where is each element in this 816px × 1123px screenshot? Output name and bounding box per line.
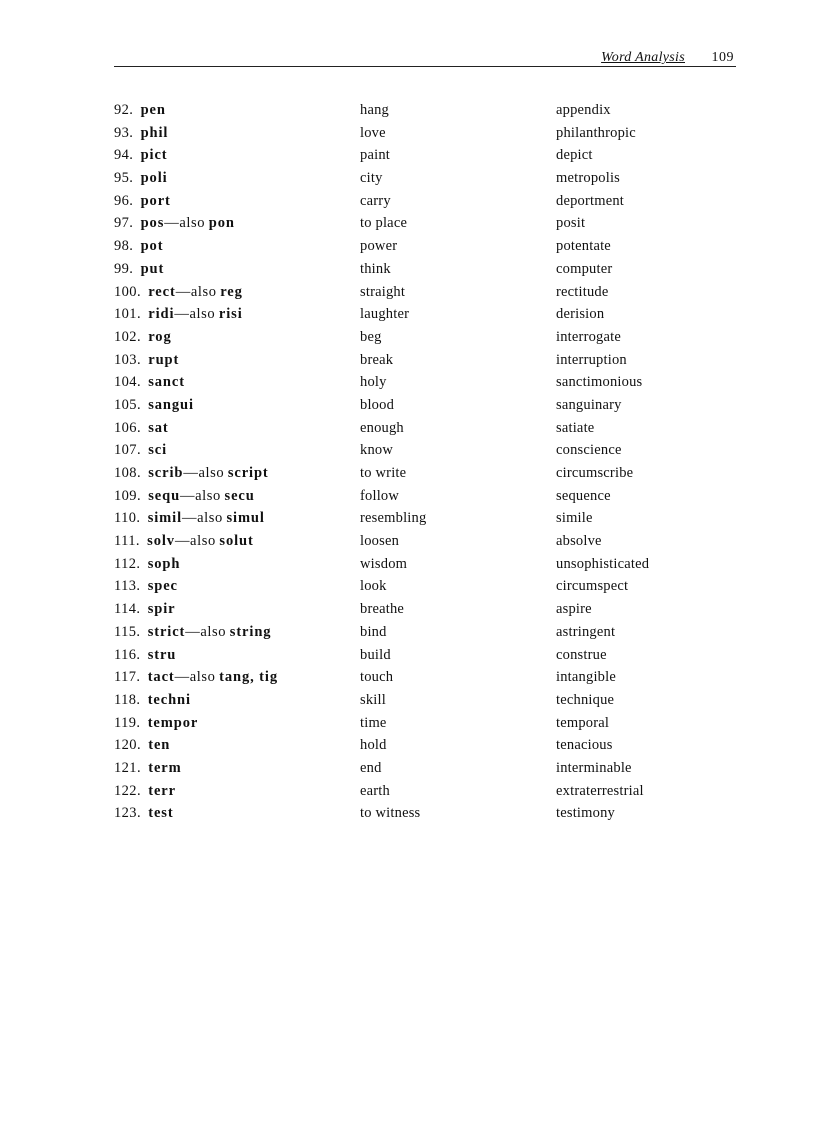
- list-item: [114, 439, 694, 462]
- root-meaning: think: [360, 260, 391, 277]
- root-cell: [114, 666, 278, 689]
- list-item: [114, 530, 694, 553]
- entry-number: 112.: [114, 555, 141, 572]
- word-root: scrib: [148, 465, 184, 481]
- entry-number: 92.: [114, 102, 134, 118]
- example-word: tenacious: [556, 737, 613, 754]
- entry-number: 115.: [114, 623, 141, 640]
- entry-number: 113.: [114, 578, 141, 595]
- word-root: sangui: [148, 396, 194, 413]
- entry-number: 116.: [114, 646, 141, 663]
- list-item: [114, 621, 694, 644]
- root-cell: [114, 575, 178, 598]
- list-item: [114, 802, 694, 825]
- root-cell: [114, 439, 167, 462]
- word-root: simil: [147, 510, 182, 527]
- entry-number: 108.: [114, 465, 141, 481]
- root-meaning: to write: [360, 465, 407, 481]
- entry-number: 111.: [114, 533, 140, 550]
- list-item: [114, 757, 694, 780]
- list-item: [114, 485, 694, 508]
- list-item: [114, 553, 694, 576]
- alternate-root: simul: [226, 510, 265, 527]
- root-meaning: straight: [360, 283, 406, 300]
- word-root: stru: [147, 646, 177, 663]
- list-item: [114, 167, 694, 190]
- word-root: rect: [148, 283, 176, 300]
- list-item: [114, 598, 694, 621]
- entry-number: 104.: [114, 374, 141, 391]
- example-word: conscience: [556, 442, 622, 459]
- word-root: pict: [140, 147, 168, 164]
- list-item: [114, 144, 694, 167]
- word-root: solv: [147, 533, 175, 550]
- example-word: extraterrestrial: [556, 782, 644, 799]
- alternate-root: tang, tig: [219, 669, 278, 686]
- alternate-root: solut: [219, 533, 254, 550]
- example-word: simile: [556, 510, 593, 527]
- list-item: [114, 780, 694, 803]
- root-meaning: know: [360, 442, 394, 459]
- root-cell: [114, 122, 168, 145]
- root-cell: [114, 212, 235, 235]
- list-item: [114, 258, 694, 281]
- root-meaning: beg: [360, 328, 382, 345]
- root-meaning: holy: [360, 374, 387, 391]
- entry-number: 95.: [114, 170, 134, 187]
- entry-number: 100.: [114, 283, 141, 300]
- root-meaning: follow: [360, 487, 400, 504]
- list-item: [114, 734, 694, 757]
- example-word: appendix: [556, 102, 611, 118]
- word-root: test: [148, 805, 174, 822]
- root-cell: [114, 99, 166, 122]
- example-word: construe: [556, 646, 607, 663]
- example-word: technique: [556, 691, 615, 708]
- root-meaning: skill: [360, 691, 386, 708]
- root-meaning: love: [360, 124, 386, 141]
- word-root: spec: [147, 578, 178, 595]
- list-item: [114, 326, 694, 349]
- example-word: sequence: [556, 487, 611, 504]
- word-root: tact: [147, 669, 175, 686]
- root-meaning: hold: [360, 737, 387, 754]
- word-root: strict: [147, 623, 186, 640]
- also-label: —also: [174, 306, 216, 323]
- list-item: [114, 99, 694, 122]
- list-item: [114, 122, 694, 145]
- word-root: phil: [140, 124, 169, 141]
- root-cell: [114, 281, 243, 304]
- entry-number: 97.: [114, 215, 134, 232]
- root-meaning: laughter: [360, 306, 410, 323]
- list-item: [114, 689, 694, 712]
- alternate-root: reg: [220, 283, 243, 300]
- alternate-root: secu: [224, 487, 255, 504]
- entry-number: 98.: [114, 238, 134, 255]
- entry-number: 93.: [114, 124, 134, 141]
- word-root: soph: [147, 555, 181, 572]
- root-cell: [114, 757, 182, 780]
- example-word: philanthropic: [556, 124, 636, 141]
- root-meaning: loosen: [360, 533, 400, 550]
- word-root: tempor: [147, 714, 199, 731]
- also-label: —also: [175, 283, 217, 300]
- example-word: interruption: [556, 351, 627, 368]
- root-cell: [114, 371, 185, 394]
- root-meaning: blood: [360, 396, 395, 413]
- also-label: —also: [180, 487, 221, 504]
- root-cell: [114, 144, 168, 167]
- entry-number: 123.: [114, 805, 141, 822]
- running-head-title: Word Analysis: [601, 50, 685, 65]
- example-word: testimony: [556, 805, 615, 822]
- word-root: sequ: [148, 487, 181, 504]
- root-cell: [114, 190, 171, 213]
- word-root: pos: [140, 215, 165, 232]
- list-item: [114, 462, 694, 485]
- also-label: —also: [183, 465, 225, 481]
- root-meaning: earth: [360, 782, 390, 799]
- root-cell: [114, 462, 269, 485]
- word-root: rupt: [148, 351, 180, 368]
- word-root: techni: [147, 691, 191, 708]
- word-root: sat: [148, 419, 169, 436]
- list-item: [114, 644, 694, 667]
- example-word: deportment: [556, 192, 625, 209]
- word-root: port: [140, 192, 171, 209]
- example-word: metropolis: [556, 170, 621, 187]
- root-meaning: paint: [360, 147, 390, 164]
- root-cell: [114, 303, 243, 326]
- example-word: interrogate: [556, 328, 622, 345]
- root-cell: [114, 712, 198, 735]
- alternate-root: script: [227, 465, 269, 481]
- entry-number: 106.: [114, 419, 141, 436]
- entry-number: 117.: [114, 669, 141, 686]
- list-item: [114, 394, 694, 417]
- example-word: sanguinary: [556, 396, 622, 413]
- example-word: astringent: [556, 623, 616, 640]
- word-root-list: [114, 99, 694, 825]
- root-cell: [114, 530, 254, 553]
- alternate-root: pon: [208, 215, 235, 232]
- root-meaning: wisdom: [360, 555, 408, 572]
- word-root: spir: [147, 601, 176, 618]
- root-meaning: touch: [360, 669, 394, 686]
- root-meaning: end: [360, 759, 382, 776]
- entry-number: 103.: [114, 351, 141, 368]
- root-meaning: resembling: [360, 510, 427, 527]
- list-item: [114, 507, 694, 530]
- entry-number: 99.: [114, 260, 134, 277]
- root-cell: [114, 644, 176, 667]
- entry-number: 96.: [114, 192, 134, 209]
- root-cell: [114, 689, 191, 712]
- also-label: —also: [174, 533, 216, 550]
- root-cell: [114, 507, 265, 530]
- entry-number: 102.: [114, 328, 141, 345]
- example-word: unsophisticated: [556, 555, 650, 572]
- alternate-root: string: [229, 623, 272, 640]
- example-word: circumspect: [556, 578, 629, 595]
- root-meaning: enough: [360, 419, 404, 436]
- example-word: derision: [556, 306, 605, 323]
- example-word: depict: [556, 147, 593, 164]
- list-item: [114, 235, 694, 258]
- root-cell: [114, 235, 163, 258]
- root-cell: [114, 349, 179, 372]
- example-word: posit: [556, 215, 586, 232]
- root-meaning: look: [360, 578, 387, 595]
- example-word: satiate: [556, 419, 595, 436]
- word-root: ten: [148, 737, 171, 754]
- word-root: poli: [140, 170, 168, 187]
- root-cell: [114, 553, 180, 576]
- root-meaning: hang: [360, 102, 389, 118]
- root-meaning: power: [360, 238, 398, 255]
- also-label: —also: [182, 510, 223, 527]
- root-cell: [114, 598, 175, 621]
- root-cell: [114, 326, 172, 349]
- root-cell: [114, 734, 170, 757]
- entry-number: 107.: [114, 442, 141, 459]
- list-item: [114, 371, 694, 394]
- entry-number: 101.: [114, 306, 141, 323]
- word-root: pen: [140, 102, 166, 118]
- entry-number: 118.: [114, 691, 141, 708]
- root-meaning: breathe: [360, 601, 405, 618]
- root-cell: [114, 802, 174, 825]
- root-cell: [114, 258, 164, 281]
- root-cell: [114, 167, 168, 190]
- root-cell: [114, 417, 169, 440]
- list-item: [114, 575, 694, 598]
- list-item: [114, 712, 694, 735]
- example-word: rectitude: [556, 283, 609, 300]
- entry-number: 105.: [114, 396, 141, 413]
- word-root: ridi: [148, 306, 175, 323]
- entry-number: 109.: [114, 487, 141, 504]
- example-word: intangible: [556, 669, 616, 686]
- root-cell: [114, 780, 176, 803]
- root-meaning: to place: [360, 215, 408, 232]
- entry-number: 114.: [114, 601, 141, 618]
- example-word: circumscribe: [556, 465, 634, 481]
- example-word: sanctimonious: [556, 374, 643, 391]
- page-number: 109: [711, 50, 734, 65]
- also-label: —also: [174, 669, 216, 686]
- example-word: absolve: [556, 533, 602, 550]
- example-word: temporal: [556, 714, 610, 731]
- entry-number: 122.: [114, 782, 141, 799]
- word-root: put: [140, 260, 165, 277]
- list-item: [114, 417, 694, 440]
- entry-number: 94.: [114, 147, 134, 164]
- example-word: interminable: [556, 759, 632, 776]
- root-meaning: time: [360, 714, 387, 731]
- also-label: —also: [185, 623, 227, 640]
- word-root: terr: [148, 782, 176, 799]
- root-cell: [114, 485, 255, 508]
- example-word: aspire: [556, 601, 592, 618]
- word-root: pot: [140, 238, 164, 255]
- entry-number: 110.: [114, 510, 141, 527]
- root-meaning: carry: [360, 192, 391, 209]
- list-item: [114, 212, 694, 235]
- entry-number: 120.: [114, 737, 141, 754]
- also-label: —also: [164, 215, 206, 232]
- root-meaning: city: [360, 170, 383, 187]
- word-root: term: [148, 759, 182, 776]
- word-root: rog: [148, 328, 172, 345]
- entry-number: 119.: [114, 714, 141, 731]
- entry-number: 121.: [114, 759, 141, 776]
- alternate-root: risi: [218, 306, 243, 323]
- root-meaning: break: [360, 351, 394, 368]
- word-root: sci: [148, 442, 168, 459]
- root-cell: [114, 621, 271, 644]
- list-item: [114, 281, 694, 304]
- page-header: [114, 48, 736, 67]
- root-meaning: bind: [360, 623, 387, 640]
- word-root: sanct: [148, 374, 185, 391]
- example-word: computer: [556, 260, 613, 277]
- list-item: [114, 190, 694, 213]
- example-word: potentate: [556, 238, 611, 255]
- root-meaning: to witness: [360, 805, 421, 822]
- list-item: [114, 349, 694, 372]
- root-cell: [114, 394, 194, 417]
- root-meaning: build: [360, 646, 391, 663]
- list-item: [114, 303, 694, 326]
- list-item: [114, 666, 694, 689]
